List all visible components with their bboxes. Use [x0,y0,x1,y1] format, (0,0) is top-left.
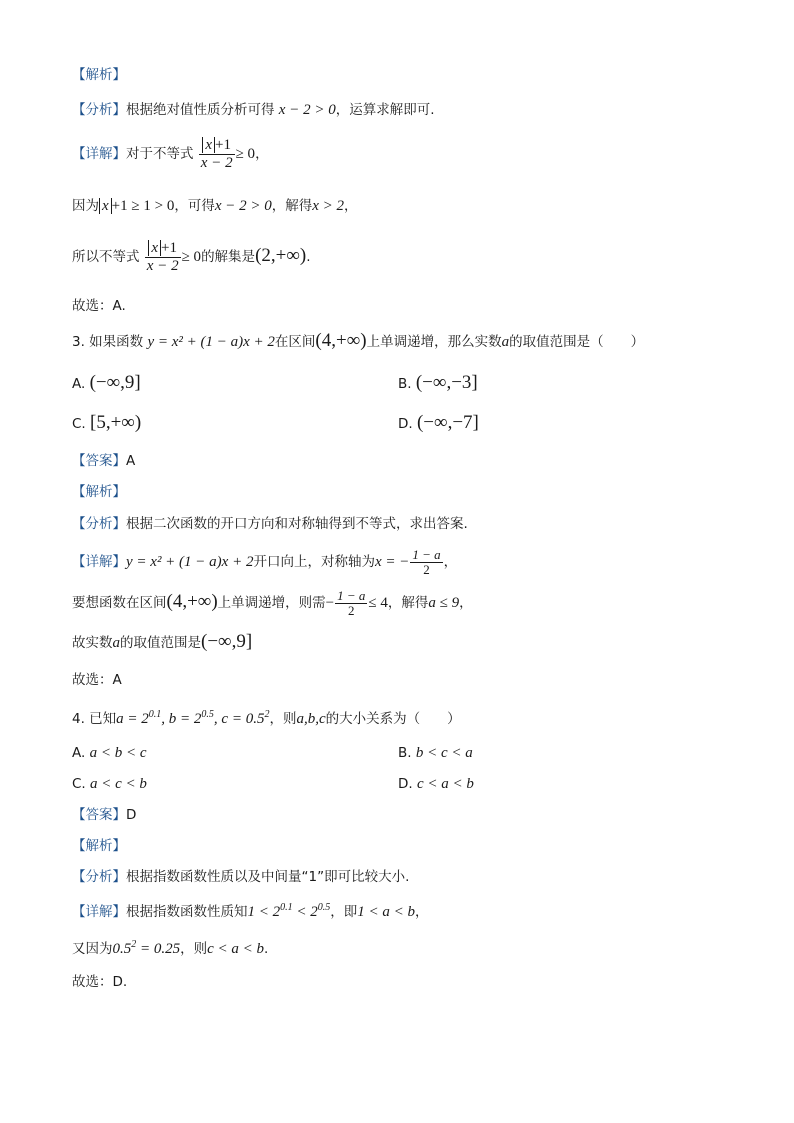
option-label: C. [72,776,86,792]
option-label: D. [398,416,413,432]
answer-line [72,806,136,824]
conclusion-line [72,633,252,652]
text: ， [415,904,429,920]
text: 的取值范围是 [120,635,201,651]
fraction: $\frac{1 - a}{2}$ [412,546,441,577]
choice-line: 故选：A. [72,298,126,314]
fraction: $\frac{x +1}{x - 2}$ [200,136,233,171]
detail-text: ， [255,146,269,162]
question-4-stem [72,706,461,728]
text: 要想函数在区间 [72,595,167,611]
text: 上单调递增，那么实数 [366,334,502,350]
math-expression: +1 ≥ 1 > 0 [111,198,175,214]
detail-tag: 【详解】 [72,904,126,920]
text: ，则 [269,711,297,727]
text: ， [443,554,458,570]
answer-value: A [126,453,136,469]
text: 的大小关系为（ ） [325,711,461,727]
analysis-line [72,101,435,119]
analysis-text: ，运算求解即可. [335,102,435,118]
math-expression: x − 2 > 0 [214,198,272,214]
option-b[interactable] [398,744,473,762]
math-expression: x = − [374,554,410,570]
math-expression: c < a < b [207,941,265,957]
analysis-line [72,515,468,533]
math-function: y = x² + (1 − a)x + 2 [147,334,275,350]
text: 3. 如果函数 [72,334,144,350]
analysis-tag: 【分析】 [72,516,126,532]
choice-line: 故选：D. [72,974,128,990]
math-minus: − [325,595,335,611]
text: 的取值范围是（ ） [509,334,645,350]
also-line [72,936,268,958]
text: 在区间 [274,334,316,350]
text: ，解得 [271,198,313,214]
requirement-line [72,584,473,621]
text: ，可得 [174,198,215,214]
math-interval: (2,+∞) [255,245,307,266]
text: 因为 [72,198,99,214]
answer-tag: 【答案】 [72,453,126,469]
option-d[interactable] [398,775,474,793]
answer-tag: 【答案】 [72,807,126,823]
text: ， [459,595,473,611]
text: 的解集是 [201,249,256,265]
detail-text: 对于不等式 [126,146,194,162]
option-c[interactable] [72,775,147,793]
text: . [306,249,311,265]
math-variable: a [112,635,120,651]
math-expression: x − 2 > 0 [278,102,336,118]
math-interval: (4,+∞) [166,591,218,612]
text: ，则 [180,941,208,957]
text: 故实数 [72,635,113,651]
analysis-line [72,868,409,886]
text: ，即 [330,904,358,920]
abs-x: x [99,198,112,214]
analysis-heading: 【解析】 [72,67,126,83]
math-expression: x > 2 [312,198,345,214]
text: 根据指数函数性质知 [126,904,248,920]
option-value: (−∞,−7] [416,412,479,433]
option-d[interactable] [398,414,479,433]
detail-line [72,544,457,580]
analysis-tag: 【分析】 [72,102,126,118]
option-value: a < c < b [90,776,147,792]
option-value: a < b < c [89,745,147,761]
answer-line [72,452,135,470]
text: ， [344,198,358,214]
math-variables: a,b,c [296,711,326,727]
math-given: $a = 2^{0.1}$, $b = 2^{0.5}$, $c = 0.5^2$ [116,709,270,727]
text: 又因为 [72,941,113,957]
math-interval: (−∞,9] [201,631,253,652]
option-value: c < a < b [416,776,474,792]
choice-line: 故选：A [72,672,122,688]
math-expression: $0.5^2 = 0.25$ [112,939,181,957]
option-label: D. [398,776,413,792]
option-value: (−∞,9] [89,372,141,393]
because-line [72,197,358,215]
option-label: A. [72,745,86,761]
option-value: b < c < a [415,745,473,761]
option-a[interactable] [72,374,141,393]
math-interval: (4,+∞) [315,330,367,351]
detail-line: 【详解】对于不等式 $\frac{x +1}{x - 2}$ ≥ 0， [72,136,269,171]
math-expression: a ≤ 9 [428,595,460,611]
option-b[interactable] [398,374,478,393]
text: . [264,941,269,957]
option-label: C. [72,416,86,432]
math-expression: 1 < a < b [357,904,415,920]
math-function: y = x² + (1 − a)x + 2 [126,554,254,570]
text: 所以不等式 [72,249,140,265]
math-variable: a [501,334,510,350]
option-a[interactable] [72,744,147,762]
option-label: B. [398,376,412,392]
analysis-text: 根据指数函数性质以及中间量“1”即可比较大小. [126,869,410,885]
detail-line [72,899,429,921]
option-label: A. [72,376,86,392]
option-value: [5,+∞) [90,412,142,433]
text: 上单调递增，则需 [217,595,326,611]
math-expression: ≤ 4 [368,595,388,611]
detail-tag: 【详解】 [72,554,126,570]
math-expression: $1 < 2^{0.1} < 2^{0.5}$ [247,902,331,920]
fraction: $\frac{1 - a}{2}$ [337,587,366,618]
detail-tag: 【详解】 [72,146,126,162]
text: ，解得 [387,595,429,611]
option-label: B. [398,745,412,761]
therefore-line: 所以不等式 $\frac{x +1}{x - 2}$ ≥ 0的解集是(2,+∞). [72,239,311,274]
analysis-heading: 【解析】 [72,484,126,500]
option-value: (−∞,−3] [415,372,478,393]
fraction: $\frac{x +1}{x - 2}$ [146,239,179,274]
analysis-text: 根据二次函数的开口方向和对称轴得到不等式，求出答案. [126,516,468,532]
answer-value: D [126,807,137,823]
question-3-stem [72,332,644,351]
analysis-tag: 【分析】 [72,869,126,885]
analysis-text: 根据绝对值性质分析可得 [126,102,275,118]
option-c[interactable] [72,414,141,433]
analysis-heading: 【解析】 [72,838,126,854]
text: 4. 已知 [72,711,117,727]
text: 开口向上，对称轴为 [253,554,375,570]
